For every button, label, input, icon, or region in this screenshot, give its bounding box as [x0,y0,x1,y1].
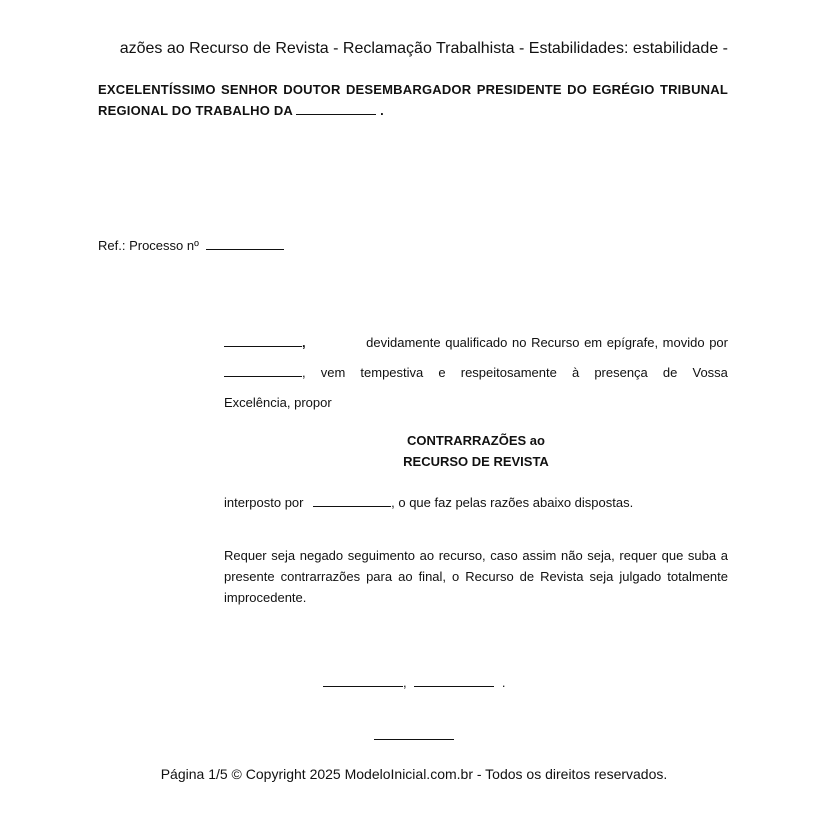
intro-word: respeitosamente [460,365,557,380]
interposto-before: interposto por [224,495,304,510]
blank-field-date [414,676,494,687]
place-date-sep: , [403,675,407,690]
intro-line-1 [224,328,728,358]
requer-paragraph: Requer seja negado seguimento ao recurso, caso assim não seja, requer que suba a presente contrarrazões para ao final, o Recurso de Revista seja julgado totalmente improcedente. [224,548,728,605]
blank-field-interposto [313,496,391,507]
blank-field-tribunal [296,104,376,115]
blank-field-processo [206,239,284,250]
intro-line-1-start [224,328,306,358]
place-date-end: . [501,675,506,690]
intro-word: de [662,365,678,380]
intro-paragraph [224,328,728,418]
intro-line-2-start [224,358,306,388]
intro-word: presença [594,365,648,380]
title-line-1: CONTRARRAZÕES ao [407,433,545,448]
addressee-block [98,79,728,121]
intro-line-2 [224,358,728,388]
intro-line-3: Excelência, propor [224,395,332,410]
intro-word: tempestiva [360,365,424,380]
intro-word: e [438,365,446,380]
addressee-text: EXCELENTÍSSIMO SENHOR DOUTOR DESEMBARGADOR PRESIDENTE DO EGRÉGIO TRIBUNAL REGIONAL DO TRABALHO DA [98,82,728,118]
page-footer: Página 1/5 © Copyright 2025 ModeloInicial.com.br - Todos os direitos reservados. [160,766,668,782]
intro-word: à [571,365,580,380]
intro-sep-2: , [302,365,306,380]
interposto-after: , o que faz pelas razões abaixo dispostas. [391,495,634,510]
reference-label: Ref.: Processo nº [98,238,199,253]
reference-line [98,238,284,253]
page-header-title: azões ao Recurso de Revista - Reclamação Trabalhista - Estabilidades: estabilidade - [119,40,728,57]
addressee-end: . [380,103,384,118]
intro-line-1-text: devidamente qualificado no Recurso em epígrafe, movido por [366,335,728,350]
signature-line [374,729,454,740]
blank-field-recorrente [224,366,302,377]
place-date-line [323,675,506,690]
interposto-line [224,495,633,510]
blank-field-city [323,676,403,687]
intro-sep-1: , [302,335,306,350]
blank-field-recorrido [224,336,302,347]
title-line-2: RECURSO DE REVISTA [403,454,549,469]
intro-word: Vossa [692,365,728,380]
document-title [224,430,728,472]
intro-word: vem [320,365,346,380]
